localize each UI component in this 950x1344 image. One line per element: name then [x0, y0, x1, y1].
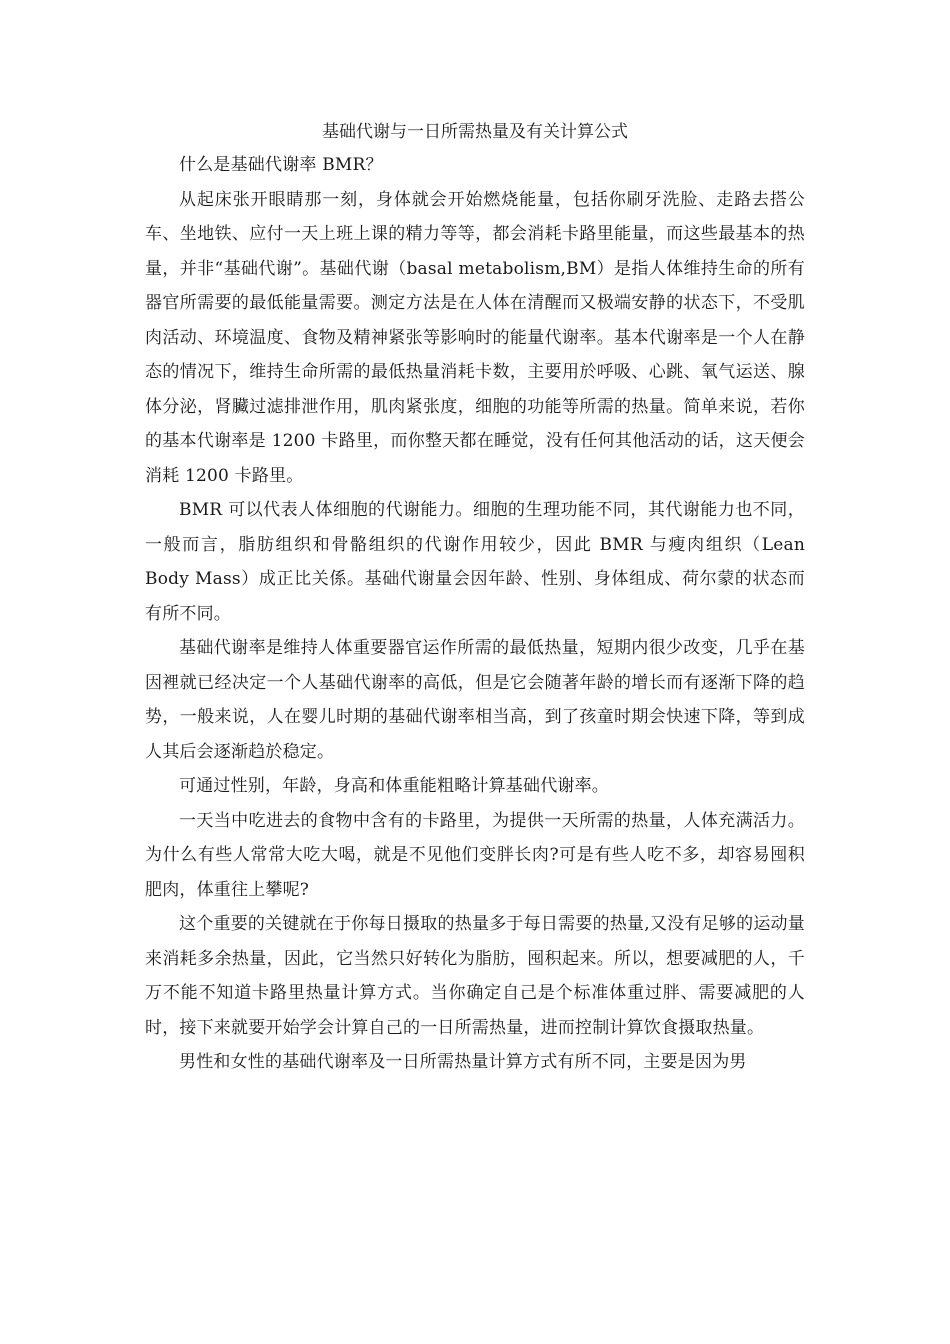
paragraph-bmr-cell-metabolism: BMR 可以代表人体细胞的代谢能力。细胞的生理功能不同，其代谢能力也不同，一般而言，脂肪组织和骨骼组织的代谢作用较少，因此 BMR 与瘦肉组织（Lean Body Mass）成正比关係。基础代谢量会因年龄、性别、身体组成、荷尔蒙的状态而有所不同。	[145, 500, 805, 624]
paragraph-bmr-estimation: 可通过性别，年龄，身高和体重能粗略计算基础代谢率。	[179, 776, 609, 796]
paragraph-excess-calories: 这个重要的关键就在于你每日摄取的热量多于每日需要的热量,又没有足够的运动量来消耗多余热量，因此，它当然只好转化为脂肪，囤积起来。所以，想要减肥的人，千万不能不知道卡路里热量计算方式。当你确定自己是个标准体重过胖、需要减肥的人时，接下来就要开始学会计算自己的一日所需热量，进而控制计算饮食摄取热量。	[145, 914, 805, 1038]
document-title: 基础代谢与一日所需热量及有关计算公式	[322, 122, 628, 142]
document-page	[145, 116, 805, 1080]
paragraph-bmr-definition: 从起床张开眼睛那一刻，身体就会开始燃烧能量，包括你刷牙洗脸、走路去搭公车、坐地铁、应付一天上班上课的精力等等，都会消耗卡路里能量，而这些最基本的热量，并非“基础代谢”。基础代谢（basal metabolism,BM）是指人体维持生命的所有器官所需要的最低能量需要。测定方法是在人体在清醒而又极端安静的状态下，不受肌肉活动、环境温度、食物及精神紧张等影响时的能量代谢率。基本代谢率是一个人在静态的情况下，维持生命所需的最低热量消耗卡数，主要用於呼吸、心跳、氧气运送、腺体分泌，肾臟过滤排泄作用，肌肉紧张度，细胞的功能等所需的热量。简单来说，若你的基本代谢率是 1200 卡路里，而你整天都在睡觉，没有任何其他活动的话，这天便会消耗 1200 卡路里。	[145, 189, 805, 486]
paragraph-gender-difference: 男性和女性的基础代谢率及一日所需热量计算方式有所不同，主要是因为男	[179, 1052, 747, 1072]
paragraph-bmr-age-trend: 基础代谢率是维持人体重要器官运作所需的最低热量，短期内很少改变，几乎在基因裡就已经决定一个人基础代谢率的高低，但是它会随著年龄的增长而有逐渐下降的趋势，一般来说，人在婴儿时期的基础代谢率相当高，到了孩童时期会快速下降，等到成人其后会逐渐趋於稳定。	[145, 638, 805, 762]
paragraph-daily-calories: 一天当中吃进去的食物中含有的卡路里，为提供一天所需的热量，人体充满活力。为什么有些人常常大吃大喝，就是不见他们变胖长肉?可是有些人吃不多，却容易囤积肥肉，体重往上攀呢?	[145, 810, 805, 900]
paragraph-bmr-question: 什么是基础代谢率 BMR？	[179, 155, 383, 175]
